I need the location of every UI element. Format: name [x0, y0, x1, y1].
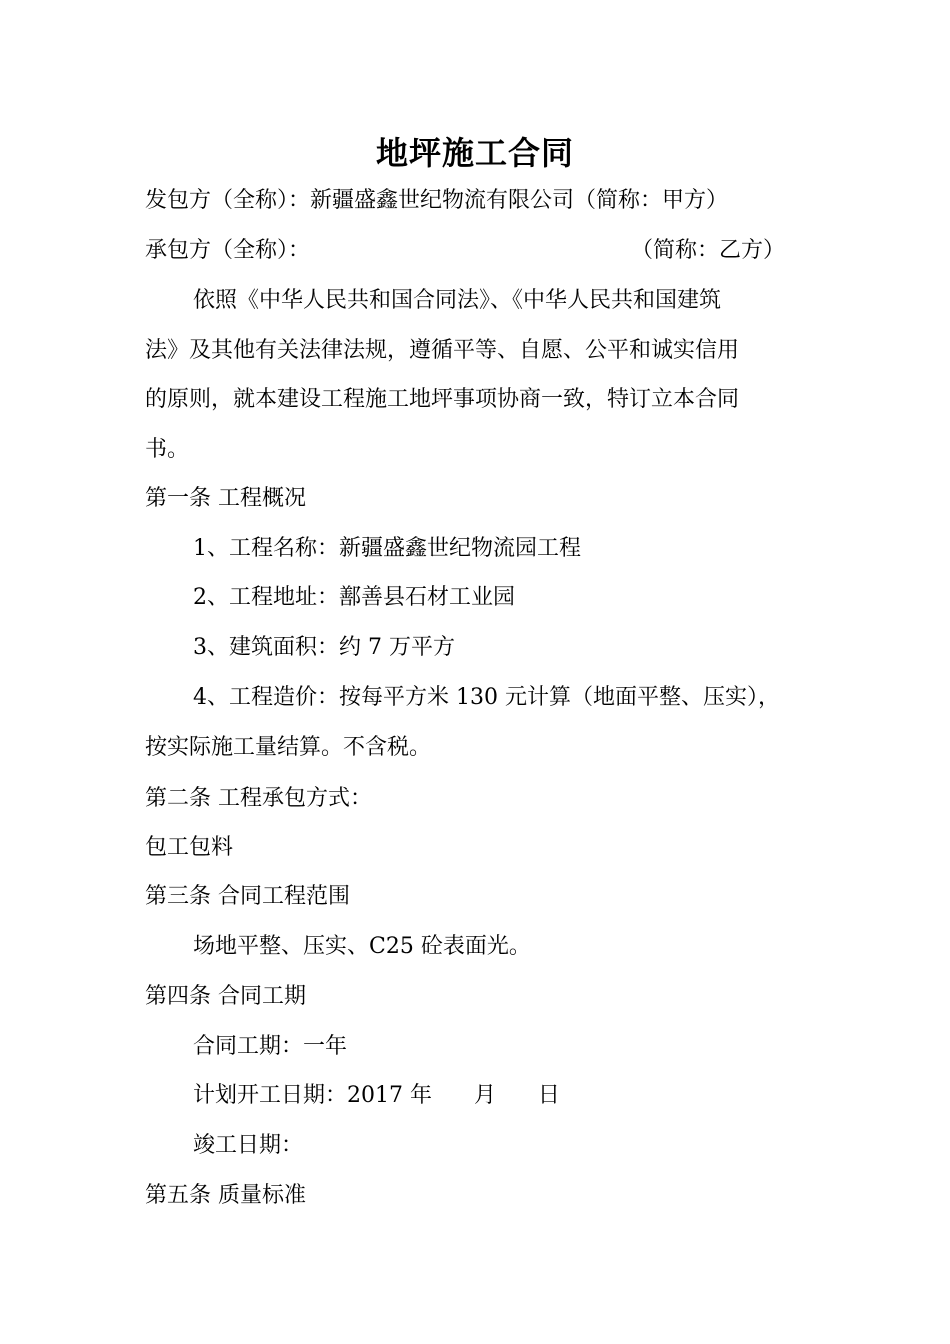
preamble-line-2: 法》及其他有关法律法规，遵循平等、自愿、公平和诚实信用 [145, 338, 740, 363]
article-1-item-3: 3、建筑面积：约 7 万平方 [193, 635, 455, 660]
party-b-abbreviation: （简称：乙方） [631, 238, 786, 263]
article-1-item-1: 1、工程名称：新疆盛鑫世纪物流园工程 [193, 536, 581, 561]
article-2-body: 包工包料 [145, 835, 234, 860]
party-a-line: 发包方（全称）：新疆盛鑫世纪物流有限公司（简称：甲方） [145, 188, 729, 213]
article-3-heading: 第三条 合同工程范围 [145, 884, 350, 909]
document-title: 地坪施工合同 [375, 134, 574, 172]
article-1-item-2: 2、工程地址：鄯善县石材工业园 [193, 585, 515, 610]
article-4-completion-date: 竣工日期： [193, 1133, 304, 1158]
preamble-line-1: 依照《中华人民共和国合同法》、《中华人民共和国建筑 [193, 288, 722, 313]
article-1-item-4: 4、工程造价：按每平方米 130 元计算（地面平整、压实）， [193, 685, 780, 710]
article-1-continuation: 按实际施工量结算。不含税。 [145, 735, 432, 760]
article-5-heading: 第五条 质量标准 [145, 1183, 306, 1208]
article-3-body: 场地平整、压实、C25 砼表面光。 [193, 934, 531, 959]
article-4-duration: 合同工期：一年 [193, 1034, 348, 1059]
article-1-heading: 第一条 工程概况 [145, 486, 306, 511]
article-2-heading: 第二条 工程承包方式： [145, 786, 372, 811]
preamble-line-3: 的原则，就本建设工程施工地坪事项协商一致，特订立本合同 [145, 387, 740, 412]
article-4-start-date: 计划开工日期：2017 年 月 日 [193, 1083, 560, 1108]
party-b-label: 承包方（全称）： [145, 238, 311, 263]
preamble-line-4: 书。 [145, 437, 190, 462]
article-4-heading: 第四条 合同工期 [145, 984, 306, 1009]
